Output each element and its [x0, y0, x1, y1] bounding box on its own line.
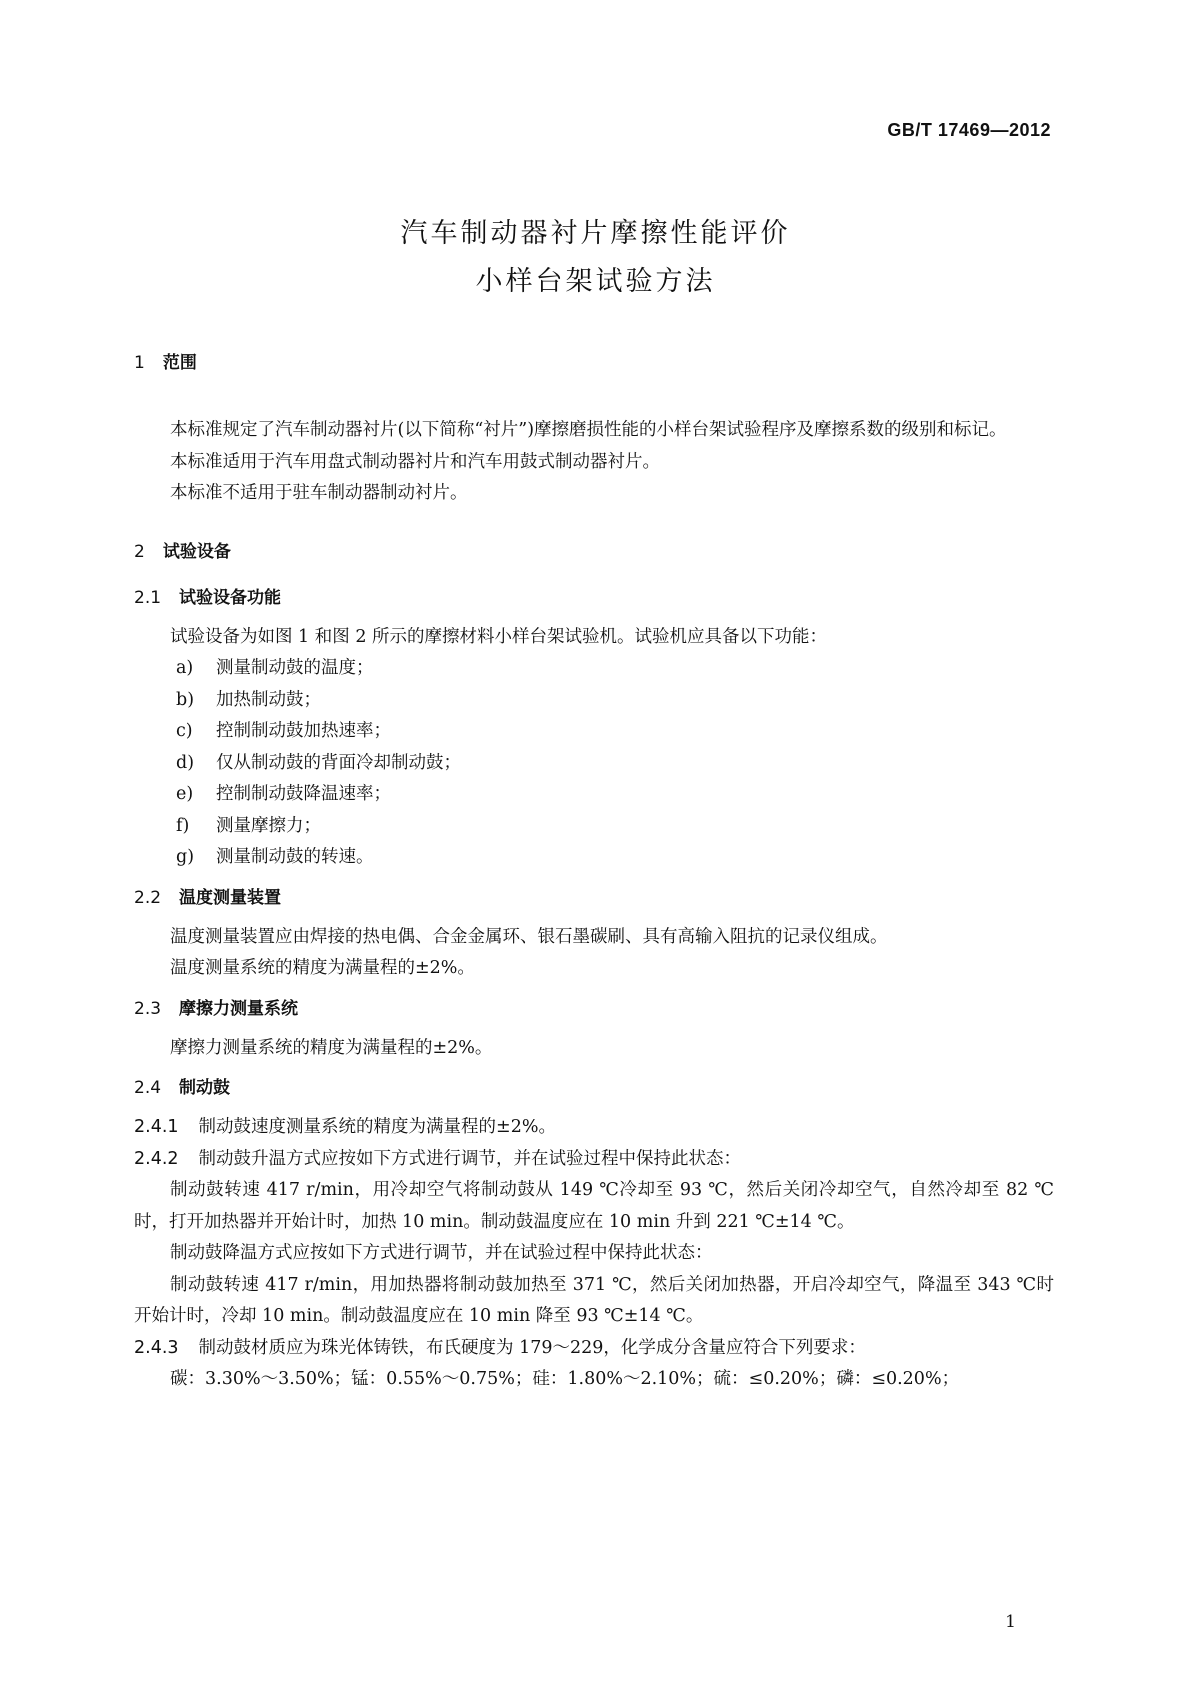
- cooling-intro: 制动鼓降温方式应按如下方式进行调节，并在试验过程中保持此状态：: [170, 1243, 713, 1263]
- section-2-heading: [134, 536, 1054, 568]
- section-title: 摩擦力测量系统: [179, 998, 299, 1019]
- clause-2-4-2: 2.4.2 制动鼓升温方式应按如下方式进行调节，并在试验过程中保持此状态：: [134, 1148, 742, 1169]
- section-number: 2.1: [134, 587, 162, 608]
- scope-paragraph-1: 本标准规定了汽车制动器衬片(以下简称“衬片”)摩擦磨损性能的小样台架试验程序及摩擦系数的级别和标记。: [170, 420, 1007, 440]
- temperature-paragraph-2: 温度测量系统的精度为满量程的±2%。: [170, 958, 475, 978]
- page-number: 1: [1005, 1612, 1016, 1632]
- section-title: 试验设备功能: [179, 587, 282, 608]
- section-number: 2: [134, 541, 145, 562]
- clause-2-4-1: 2.4.1 制动鼓速度测量系统的精度为满量程的±2%。: [134, 1117, 556, 1137]
- scope-paragraph-3: 本标准不适用于驻车制动器制动衬片。: [170, 483, 468, 503]
- list-item: d) 仅从制动鼓的背面冷却制动鼓；: [176, 752, 461, 773]
- section-title: 温度测量装置: [179, 887, 282, 908]
- section-2-3-heading: [134, 993, 1054, 1025]
- equipment-intro: 试验设备为如图 1 和图 2 所示的摩擦材料小样台架试验机。试验机应具备以下功能：: [170, 626, 828, 647]
- list-item: f) 测量摩擦力；: [176, 815, 321, 836]
- heating-procedure: 制动鼓转速 417 r/min，用冷却空气将制动鼓从 149 ℃冷却至 93 ℃，然后关闭冷却空气，自然冷却至 82 ℃时，打开加热器并开始计时，加热 10 min。制动鼓温度应在 10 min 升到 221 ℃±14 ℃。: [134, 1180, 1054, 1232]
- list-item: b) 加热制动鼓；: [176, 689, 321, 710]
- list-item: e) 控制制动鼓降温速率；: [176, 784, 391, 804]
- section-2-1-heading: [134, 582, 1054, 614]
- list-item: g) 测量制动鼓的转速。: [176, 847, 374, 867]
- section-2-2-heading: [134, 882, 1054, 914]
- section-2-4-heading: [134, 1072, 1054, 1104]
- friction-paragraph: 摩擦力测量系统的精度为满量程的±2%。: [170, 1037, 493, 1058]
- section-title: 制动鼓: [179, 1078, 231, 1098]
- section-number: 1: [134, 353, 145, 373]
- section-1-heading: [134, 347, 1054, 379]
- scope-paragraph-2: 本标准适用于汽车用盘式制动器衬片和汽车用鼓式制动器衬片。: [170, 451, 660, 472]
- section-number: 2.3: [134, 998, 162, 1019]
- section-title: 范围: [162, 353, 197, 373]
- title-line-2: 小样台架试验方法: [475, 266, 716, 297]
- temperature-paragraph-1: 温度测量装置应由焊接的热电偶、合金金属环、银石墨碳刷、具有高输入阻抗的记录仪组成。: [170, 926, 888, 947]
- section-title: 试验设备: [162, 541, 231, 562]
- document-title: [0, 210, 1191, 306]
- list-item: a) 测量制动鼓的温度；: [176, 658, 374, 678]
- cooling-procedure: 制动鼓转速 417 r/min，用加热器将制动鼓加热至 371 ℃，然后关闭加热器，开启冷却空气，降温至 343 ℃时开始计时，冷却 10 min。制动鼓温度应在 10 min 降至 93 ℃±14 ℃。: [134, 1274, 1054, 1326]
- chemical-composition: 碳：3.30%～3.50%；锰：0.55%～0.75%；硅：1.80%～2.10%；硫：≤0.20%；磷：≤0.20%；: [170, 1369, 960, 1389]
- section-number: 2.2: [134, 887, 162, 908]
- title-line-1: 汽车制动器衬片摩擦性能评价: [400, 218, 791, 249]
- clause-2-4-3: 2.4.3 制动鼓材质应为珠光体铸铁，布氏硬度为 179～229，化学成分含量应符合下列要求：: [134, 1337, 866, 1358]
- standard-code: GB/T 17469—2012: [887, 120, 1051, 140]
- document-body: [134, 347, 1054, 1396]
- section-number: 2.4: [134, 1078, 162, 1098]
- list-item: c) 控制制动鼓加热速率；: [176, 721, 391, 741]
